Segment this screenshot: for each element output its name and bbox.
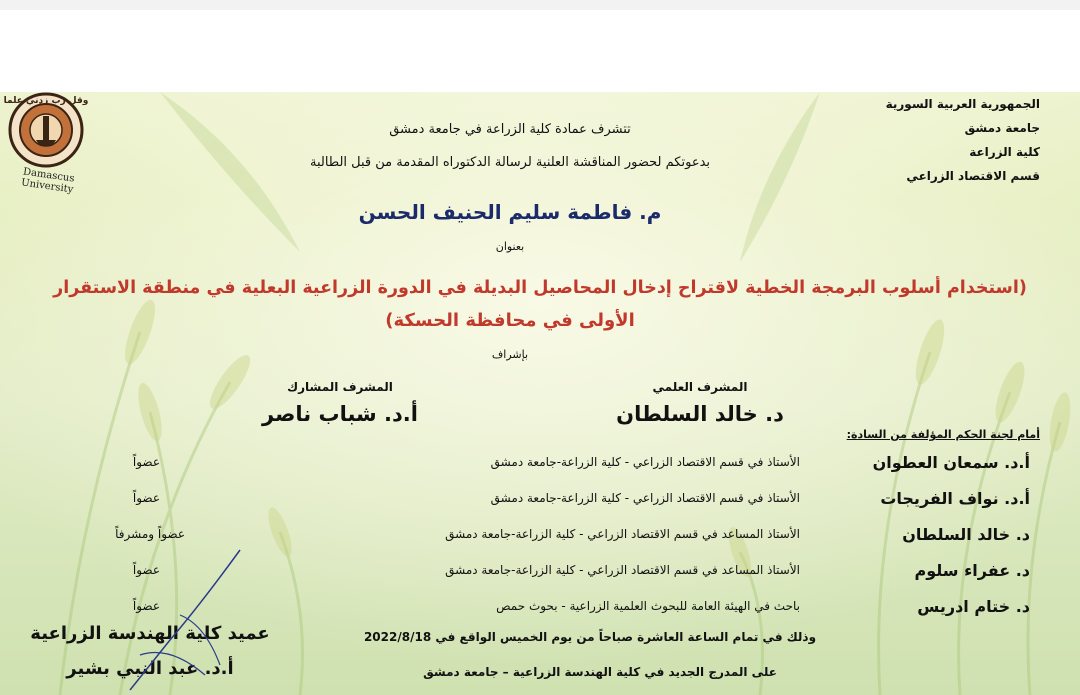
- thesis-title-line-2: الأولى في محافظة الحسكة): [385, 310, 635, 331]
- committee-row: [0, 450, 1080, 486]
- scientific-supervisor-label: المشرف العلمي: [652, 380, 748, 394]
- committee-member-name: د. عفراء سلوم: [914, 561, 1030, 580]
- committee-member-role: عضواً: [132, 491, 160, 505]
- title-label: بعنوان: [495, 240, 525, 253]
- thesis-title-line-1: (استخدام أسلوب البرمجة الخطية لاقتراح إدخال المحاصيل البديلة في الدورة الزراعية البعلية في منطقة الاستقرار: [53, 278, 1027, 298]
- committee-member-role: عضواً ومشرفاً: [115, 527, 185, 541]
- committee-member-name: أ.د. سمعان العطوان: [872, 453, 1030, 472]
- logo-caption: Damascus University: [20, 166, 76, 196]
- date-time-line: وذلك في تمام الساعة العاشرة صباحاً من يوم الخميس الواقع في 2022/8/18: [363, 630, 817, 644]
- university-logo: [2, 90, 94, 196]
- intro-line-2: بدعوتكم لحضور المناقشة العلنية لرسالة الدكتوراه المقدمة من قبل الطالبة: [309, 155, 711, 170]
- co-supervisor-label: المشرف المشارك: [287, 380, 393, 394]
- committee-member-role: عضواً: [132, 563, 160, 577]
- intro-line-1: تتشرف عمادة كلية الزراعة في جامعة دمشق: [389, 122, 631, 137]
- header-department: قسم الاقتصاد الزراعي: [906, 169, 1040, 183]
- header-faculty: كلية الزراعة: [969, 145, 1040, 159]
- header-university: جامعة دمشق: [964, 121, 1040, 135]
- committee-member-role: عضواً: [132, 455, 160, 469]
- scientific-supervisor-name: د. خالد السلطان: [616, 402, 784, 426]
- supervision-label: بإشراف: [491, 348, 529, 361]
- venue-line: على المدرج الجديد في كلية الهندسة الزراعية – جامعة دمشق: [423, 665, 777, 679]
- dean-name: أ.د. عبد النبي بشير: [66, 658, 234, 679]
- co-supervisor-name: أ.د. شباب ناصر: [262, 402, 418, 426]
- government-header: [840, 92, 1040, 188]
- logo-motto: وقل رب زدني علما: [3, 96, 89, 106]
- committee-member-desc: الأستاذ المساعد في قسم الاقتصاد الزراعي - كلية الزراعة-جامعة دمشق: [445, 563, 800, 577]
- dean-signature: [110, 545, 250, 695]
- dean-title: عميد كلية الهندسة الزراعية: [30, 623, 270, 644]
- committee-member-desc: الأستاذ في قسم الاقتصاد الزراعي - كلية الزراعة-جامعة دمشق: [490, 455, 800, 469]
- committee-member-desc: الأستاذ في قسم الاقتصاد الزراعي - كلية الزراعة-جامعة دمشق: [490, 491, 800, 505]
- committee-label: أمام لجنة الحكم المؤلفة من السادة:: [846, 428, 1040, 441]
- committee-member-name: د. خالد السلطان: [902, 525, 1030, 544]
- committee-member-role: عضواً: [132, 599, 160, 613]
- student-name: م. فاطمة سليم الحنيف الحسن: [358, 200, 662, 224]
- committee-row: [0, 486, 1080, 522]
- header-country: الجمهورية العربية السورية: [885, 97, 1040, 111]
- committee-member-name: د. ختام ادريس: [917, 597, 1030, 616]
- committee-member-desc: الأستاذ المساعد في قسم الاقتصاد الزراعي - كلية الزراعة-جامعة دمشق: [445, 527, 800, 541]
- committee-member-desc: باحث في الهيئة العامة للبحوث العلمية الزراعية - بحوث حمص: [496, 599, 800, 613]
- committee-member-name: أ.د. نواف الفريجات: [880, 489, 1030, 508]
